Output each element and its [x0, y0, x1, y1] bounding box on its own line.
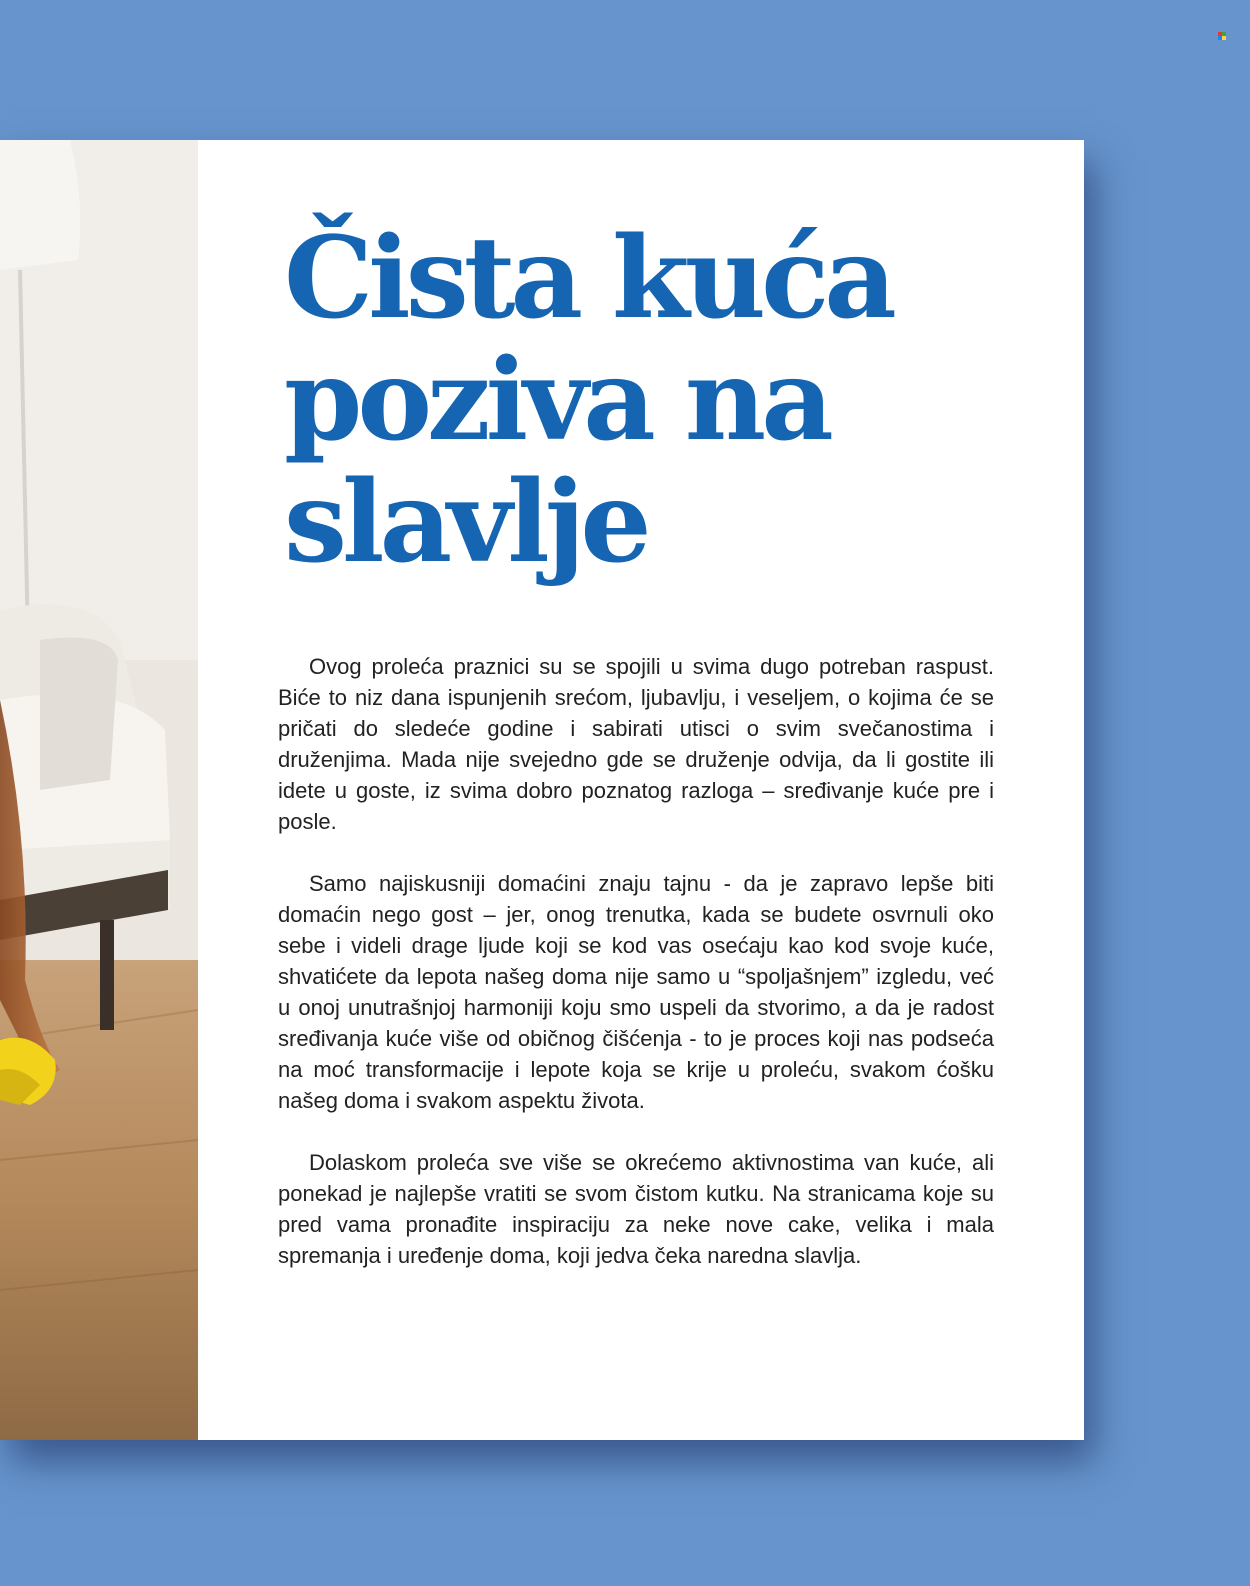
article-paragraph: Ovog proleća praznici su se spojili u svima dugo potreban raspust. Biće to niz dana ispunjenih srećom, ljubavlju, i veseljem, o kojima će se pričati do sledeće godine i sabirati utisci o svim svečanostima i druženjima. Mada nije svejedno gde se druženje odvija, da li gostite ili idete u goste, iz svima dobro poznatog razloga – sređivanje kuće pre i posle. [278, 654, 994, 834]
article-page [198, 140, 1084, 1440]
sofa-leg [100, 920, 114, 1030]
lamp-shade [0, 140, 80, 270]
article-paragraph: Dolaskom proleća sve više se okrećemo aktivnostima van kuće, ali ponekad je najlepše vratiti se svom čistom kutku. Na stranicama koje su pred vama pronađite inspiraciju za neke nove cake, velika i mala spremanja i uređenje doma, koji jedva čeka naredna slavlja. [278, 1150, 994, 1268]
article-headline: Čista kuća poziva na slavlje [284, 213, 892, 588]
article-paragraph: Samo najiskusniji domaćini znaju tajnu - da je zapravo lepše biti domaćin nego gost – jer, onog trenutka, kada se budete osvrnuli oko sebe i videli drage ljude koji se kod vas osećaju kao kod svoje kuće, shvatićete da lepota našeg doma nije samo u “spoljašnjem” izgledu, već u onoj unutrašnjoj harmoniji koju smo uspeli da stvorimo, a da je radost sređivanja kuće više od običnog čišćenja - to je proces koji nas podseća na moć transformacije i lepote koja se krije u proleću, svakom ćošku našeg doma i svakom aspektu života. [278, 871, 994, 1113]
color-registration-mark [1218, 32, 1226, 40]
photo-illustration [0, 140, 198, 1440]
article-body [278, 651, 994, 1302]
interior-cleaning-photo [0, 140, 198, 1440]
